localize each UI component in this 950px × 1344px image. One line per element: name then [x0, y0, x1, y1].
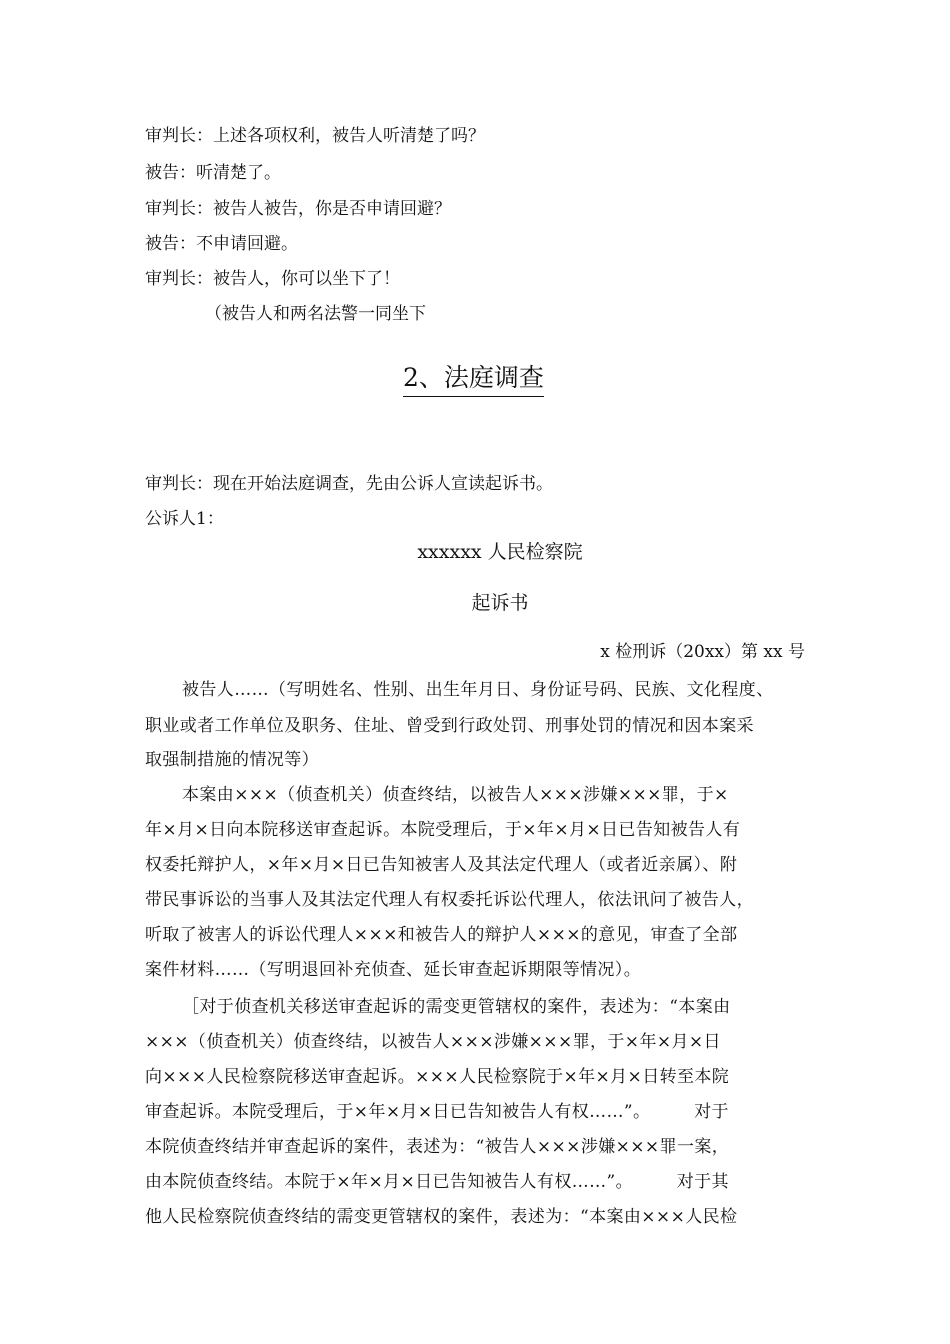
- dialogue-line: 审判长：被告人被告，你是否申请回避？: [145, 199, 451, 219]
- paragraph-line: 向×××人民检察院移送审查起诉。×××人民检察院于×年×月×日转至本院: [145, 1067, 730, 1087]
- paragraph-line: 听取了被害人的诉讼代理人×××和被告人的辩护人×××的意见，审查了全部: [145, 925, 738, 945]
- paragraph-line: 职业或者工作单位及职务、住址、曾受到行政处罚、刑事处罚的情况和因本案采: [145, 716, 754, 736]
- indictment-org: xxxxxx 人民检察院: [417, 541, 583, 563]
- indictment-title: 起诉书: [471, 592, 529, 614]
- dialogue-line: 审判长：现在开始法庭调查，先由公诉人宣读起诉书。: [145, 474, 553, 494]
- paragraph-line: 案件材料……（写明退回补充侦查、延长审查起诉期限等情况）。: [145, 960, 642, 980]
- paragraph-line: 被告人……（写明姓名、性别、出生年月日、身份证号码、民族、文化程度、: [182, 680, 774, 700]
- dialogue-line: 被告：不申请回避。: [145, 234, 298, 254]
- dialogue-line: 公诉人1：: [145, 509, 224, 529]
- dialogue-line: 审判长：被告人，你可以坐下了！: [145, 269, 400, 289]
- paragraph-line: 由本院侦查终结。本院于×年×月×日已告知被告人有权……”。 对于其: [145, 1172, 729, 1192]
- paragraph-line: 权委托辩护人，×年×月×日已告知被害人及其法定代理人（或者近亲属）、附: [145, 855, 738, 875]
- paragraph-line: 本院侦查终结并审查起诉的案件，表述为：“被告人×××涉嫌×××罪一案，: [145, 1137, 730, 1157]
- paragraph-line: 本案由×××（侦查机关）侦查终结，以被告人×××涉嫌×××罪，于×: [182, 785, 729, 805]
- stage-direction: （被告人和两名法警一同坐下: [205, 304, 426, 324]
- paragraph-line: 他人民检察院侦查终结的需变更管辖权的案件，表述为：“本案由×××人民检: [145, 1207, 738, 1227]
- paragraph-line: 审查起诉。本院受理后，于×年×月×日已告知被告人有权……”。 对于: [145, 1102, 729, 1122]
- indictment-doc-number: x 检刑诉（20xx）第 xx 号: [600, 642, 805, 662]
- dialogue-line: 审判长：上述各项权利，被告人听清楚了吗？: [145, 126, 485, 146]
- paragraph-line: ［对于侦查机关移送审查起诉的需变更管辖权的案件，表述为：“本案由: [182, 997, 731, 1017]
- paragraph-line: 取强制措施的情况等）: [145, 750, 319, 770]
- paragraph-line: 年×月×日向本院移送审查起诉。本院受理后，于×年×月×日已告知被告人有: [145, 820, 741, 840]
- paragraph-line: 带民事诉讼的当事人及其法定代理人有权委托诉讼代理人，依法讯问了被告人，: [145, 890, 754, 910]
- dialogue-line: 被告：听清楚了。: [145, 163, 281, 183]
- paragraph-line: ×××（侦查机关）侦查终结，以被告人×××涉嫌×××罪，于×年×月×日: [145, 1032, 721, 1052]
- section-title: 2、法庭调查: [403, 361, 544, 397]
